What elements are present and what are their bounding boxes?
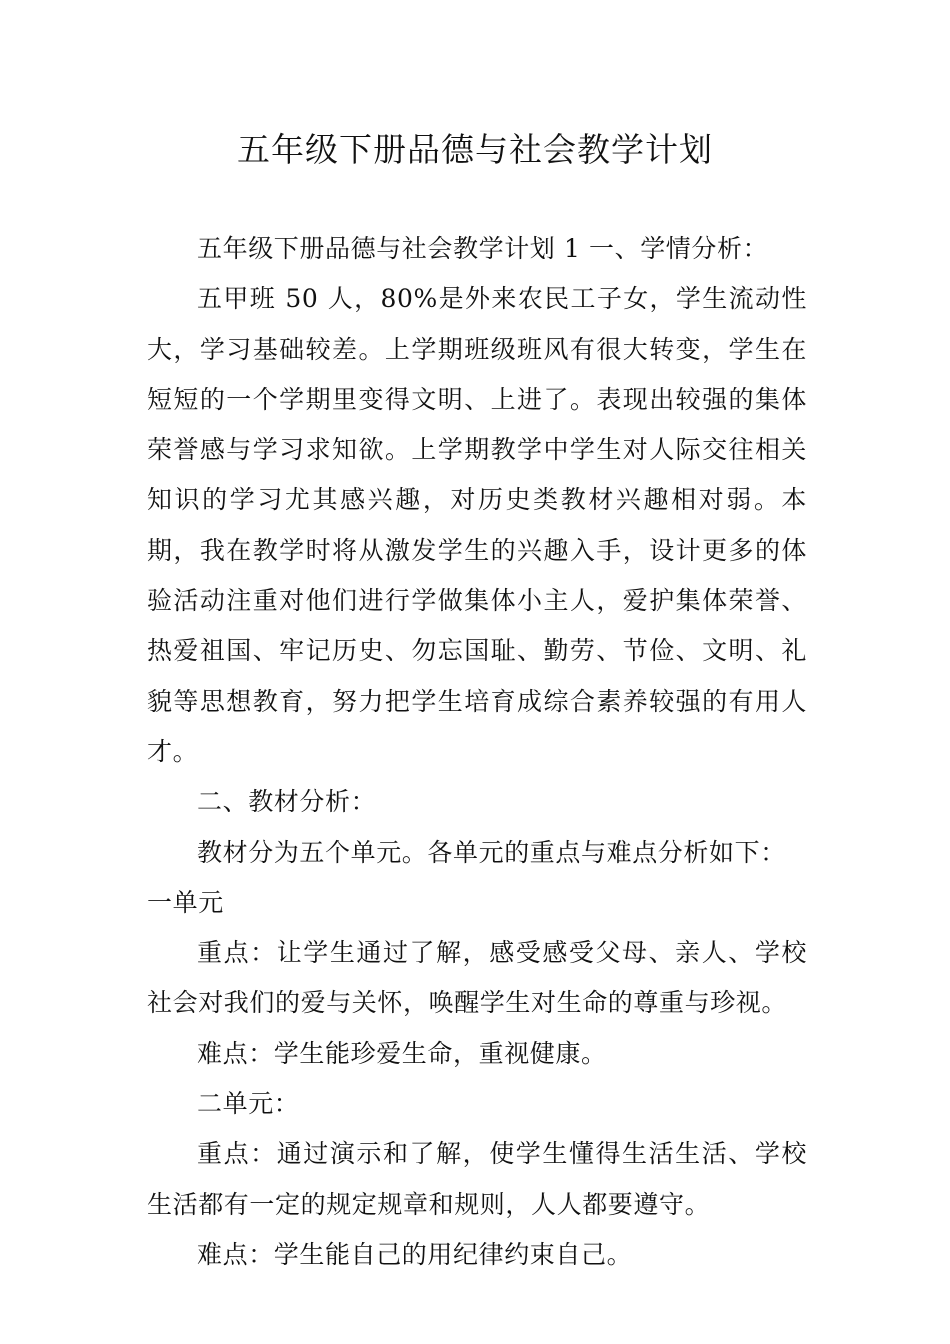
paragraph-student-analysis: 五甲班 50 人，80%是外来农民工子女，学生流动性大，学习基础较差。上学期班级班风有很大转变，学生在短短的一个学期里变得文明、上进了。表现出较强的集体荣誉感与学习求知欲。上学期教学中学生对人际交往相关知识的学习尤其感兴趣，对历史类教材兴趣相对弱。本期，我在教学时将从激发学生的兴趣入手，设计更多的体验活动注重对他们进行学做集体小主人，爱护集体荣誉、热爱祖国、牢记历史、勿忘国耻、勤劳、节俭、文明、礼貌等思想教育，努力把学生培育成综合素养较强的有用人才。 [147,284,807,766]
paragraph-units-overview: 教材分为五个单元。各单元的重点与难点分析如下： [197,837,786,867]
document-body [147,224,807,1280]
paragraph-unit-two-heading: 二单元： [197,1089,300,1119]
paragraph-unit-two-focus: 重点：通过演示和了解，使学生懂得生活生活、学校生活都有一定的规定规章和规则，人人都要遵守。 [147,1139,807,1219]
paragraph-unit-two-difficulty: 难点：学生能自己的用纪律约束自己。 [197,1239,633,1269]
paragraph-unit-one-focus: 重点：让学生通过了解，感受感受父母、亲人、学校社会对我们的爱与关怀，唤醒学生对生命的尊重与珍视。 [147,938,807,1018]
paragraph-unit-one-difficulty: 难点：学生能珍爱生命，重视健康。 [197,1038,607,1068]
paragraph-unit-one-heading: 一单元 [147,887,224,917]
paragraph-material-heading: 二、教材分析： [197,787,377,817]
paragraph-intro-heading: 五年级下册品德与社会教学计划 1 一、学情分析： [197,234,769,263]
document-title: 五年级下册品德与社会教学计划 [237,130,713,169]
